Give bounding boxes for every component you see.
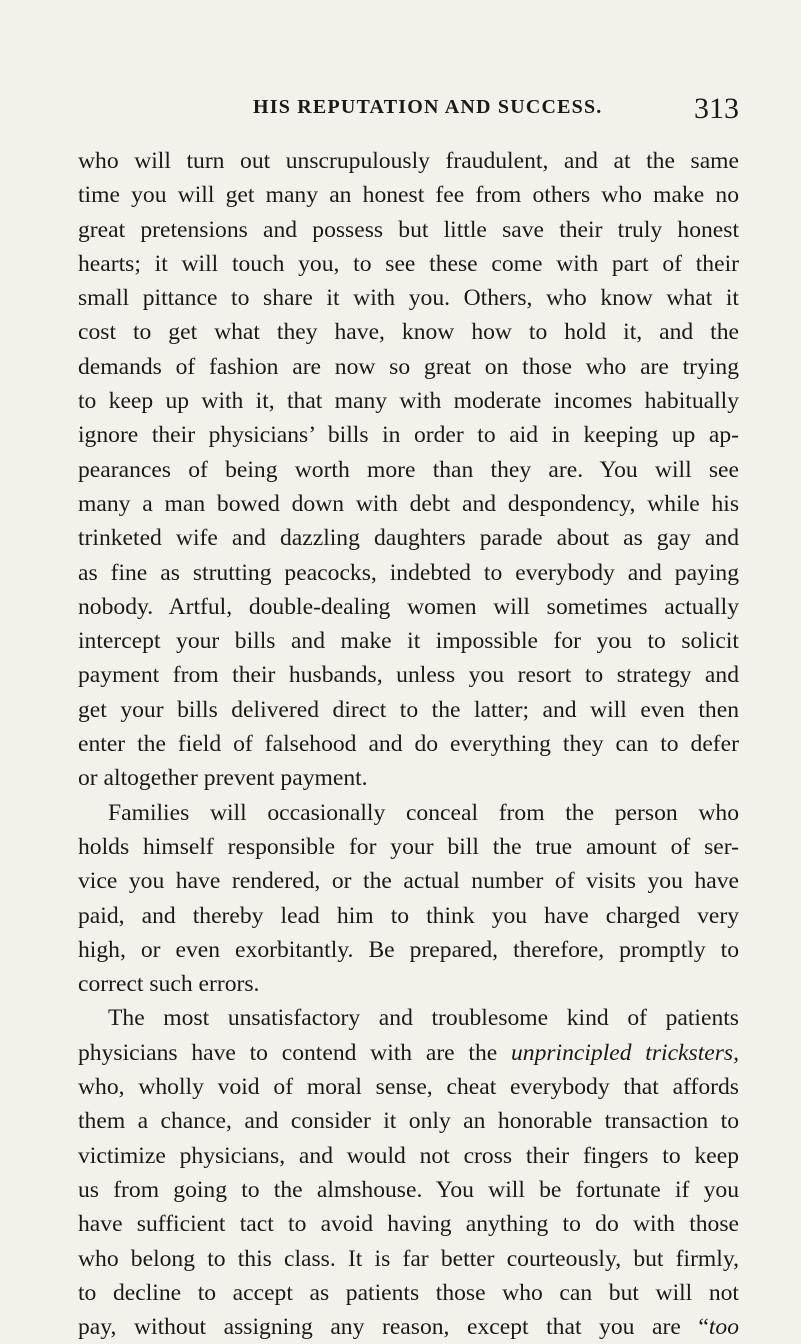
text-line: enter the field of falsehood and do everything they can to defer (78, 731, 739, 758)
running-head: HIS REPUTATION AND SUCCESS. (253, 96, 603, 118)
text-line: nobody. Artful, double-dealing women will sometimes actually (78, 593, 739, 620)
text-line: time you will get many an honest fee from others who make no (78, 182, 739, 209)
text-line: Families will occasionally conceal from the person who (108, 799, 739, 826)
text-line: demands of fashion are now so great on those who are trying (78, 353, 739, 380)
text-line: who, wholly void of moral sense, cheat everybody that affords (78, 1074, 739, 1101)
text-line: as fine as strutting peacocks, indebted to everybody and paying (78, 559, 739, 586)
text-line: get your bills delivered direct to the latter; and will even then (78, 696, 739, 723)
italic-phrase: too (708, 1314, 739, 1341)
text-run: pay, without assigning any reason, except that you are “ (78, 1314, 709, 1341)
text-line: high, or even exorbitantly. Be prepared, therefore, promptly to (78, 936, 739, 963)
text-line: to keep up with it, that many with moderate incomes habitually (78, 388, 739, 415)
text-line: victimize physicians, and would not cross their fingers to keep (78, 1142, 739, 1169)
text-line: to decline to accept as patients those who can but will not (78, 1279, 739, 1306)
text-line (78, 1310, 739, 1344)
text-run: physicians have to contend with are the (78, 1039, 511, 1066)
text-line: many a man bowed down with debt and despondency, while his (78, 490, 739, 517)
text-line: pearances of being worth more than they are. You will see (78, 456, 739, 483)
text-line: The most unsatisfactory and troublesome kind of patients (108, 1005, 739, 1032)
page-header (0, 92, 801, 136)
text-line: or altogether prevent payment. (78, 765, 368, 792)
text-line: paid, and thereby lead him to think you have charged very (78, 902, 739, 929)
text-line: intercept your bills and make it impossible for you to solicit (78, 628, 739, 655)
text-line: great pretensions and possess but little save their truly honest (78, 216, 739, 243)
text-line: vice you have rendered, or the actual number of visits you have (78, 868, 739, 895)
text-line: them a chance, and consider it only an honorable transaction to (78, 1108, 739, 1135)
text-line: trinketed wife and dazzling daughters parade about as gay and (78, 525, 739, 552)
text-line: who will turn out unscrupulously fraudulent, and at the same (78, 148, 739, 174)
page-number: 313 (694, 92, 739, 125)
text-line: have sufficient tact to avoid having anything to do with those (78, 1211, 739, 1238)
text-line: correct such errors. (78, 971, 260, 998)
text-line: small pittance to share it with you. Others, who know what it (78, 285, 739, 312)
text-line: ignore their physicians’ bills in order to aid in keeping up ap- (78, 422, 739, 449)
italic-phrase: unprincipled tricksters, (510, 1039, 739, 1066)
text-line: hearts; it will touch you, to see these come with part of their (78, 250, 739, 277)
text-line: payment from their husbands, unless you resort to strategy and (78, 662, 739, 689)
text-line (78, 1036, 739, 1070)
body-text (78, 144, 739, 1344)
text-line: who belong to this class. It is far better courteously, but firmly, (78, 1245, 739, 1272)
text-line: cost to get what they have, know how to hold it, and the (78, 319, 739, 346)
text-line: us from going to the almshouse. You will be fortunate if you (78, 1176, 739, 1203)
text-line: holds himself responsible for your bill the true amount of ser- (78, 833, 739, 860)
